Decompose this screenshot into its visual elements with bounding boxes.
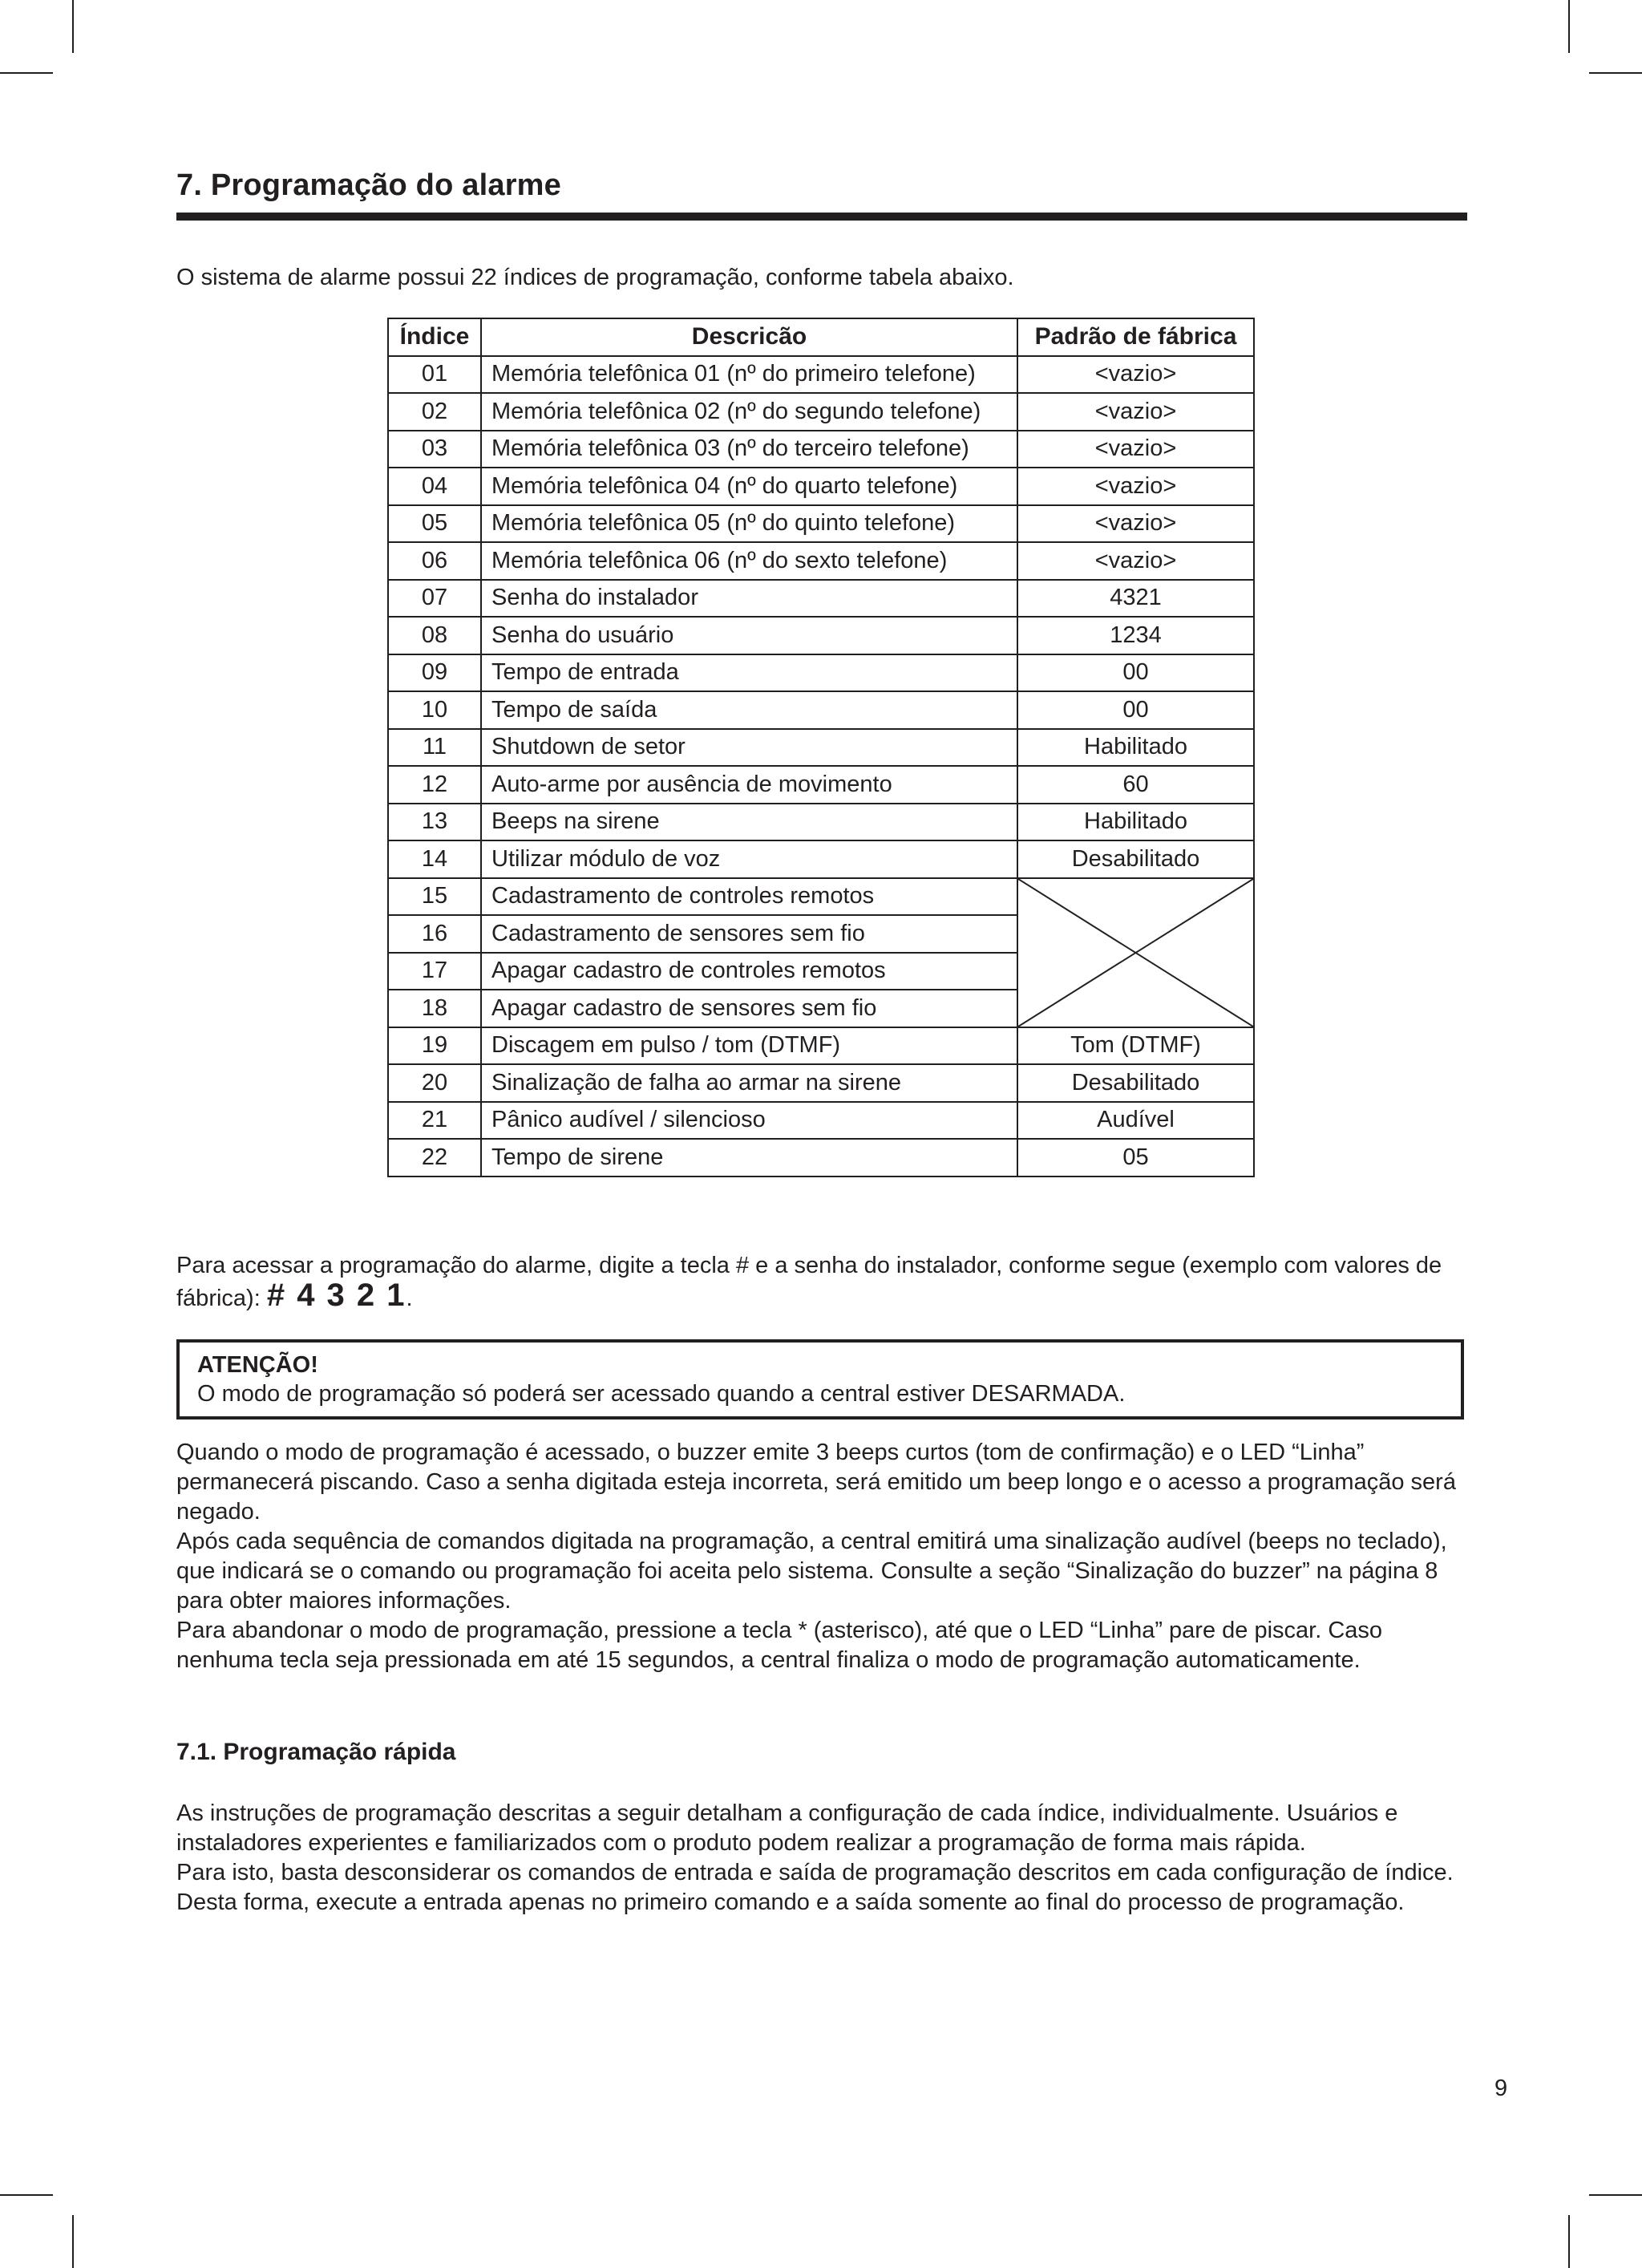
cell-index: 13: [388, 804, 481, 841]
cell-default: Desabilitado: [1017, 840, 1254, 878]
cell-default: Tom (DTMF): [1017, 1027, 1254, 1065]
cell-description: Memória telefônica 02 (nº do segundo telefone): [481, 393, 1017, 431]
cell-index: 18: [388, 990, 481, 1027]
table-row: [388, 878, 1254, 916]
paragraph: As instruções de programação descritas a seguir detalham a configuração de cada índice, individualmente. Usuários e instaladores experientes e familiarizados com o produto podem realizar a programação de forma mais rápida.: [176, 1800, 1398, 1856]
table-row: [388, 542, 1254, 580]
cell-default: Habilitado: [1017, 729, 1254, 767]
paragraph: Quando o modo de programação é acessado, o buzzer emite 3 beeps curtos (tom de confirmação) e o LED “Linha” permanecerá piscando. Caso a senha digitada esteja incorreta, será emitido um beep longo e o acesso a programação será negado.: [176, 1440, 1456, 1525]
crop-mark: [1568, 0, 1570, 53]
cell-default: <vazio>: [1017, 505, 1254, 543]
section-title: 7. Programação do alarme: [176, 168, 562, 202]
cell-index: 21: [388, 1102, 481, 1140]
cell-index: 08: [388, 617, 481, 654]
table-row: [388, 729, 1254, 767]
crop-mark: [1568, 2215, 1570, 2268]
header-description: Descricão: [481, 318, 1017, 356]
paragraph: Para abandonar o modo de programação, pressione a tecla * (asterisco), até que o LED “Linha” pare de piscar. Caso nenhuma tecla seja pressionada em até 15 segundos, a central finaliza o modo de programação automaticamente.: [176, 1618, 1383, 1673]
table-row: [388, 840, 1254, 878]
cell-description: Senha do instalador: [481, 580, 1017, 618]
table-row: [388, 617, 1254, 654]
intro-text: O sistema de alarme possui 22 índices de programação, conforme tabela abaixo.: [176, 265, 1014, 290]
table-row: [388, 468, 1254, 505]
table-row: [388, 1027, 1254, 1065]
table-row: [388, 505, 1254, 543]
table-row: [388, 691, 1254, 729]
table-row: [388, 431, 1254, 468]
key-sequence: # 4 3 2 1: [266, 1278, 406, 1313]
warning-title: ATENÇÃO!: [197, 1352, 318, 1378]
cell-description: Memória telefônica 06 (nº do sexto telefone): [481, 542, 1017, 580]
access-text-end: .: [406, 1286, 413, 1311]
cell-index: 19: [388, 1027, 481, 1065]
table-row: [388, 804, 1254, 841]
table-row: [388, 766, 1254, 804]
cell-default: <vazio>: [1017, 393, 1254, 431]
cell-index: 05: [388, 505, 481, 543]
cell-default: Desabilitado: [1017, 1064, 1254, 1102]
cell-description: Tempo de entrada: [481, 654, 1017, 692]
cell-index: 17: [388, 953, 481, 990]
cell-index: 11: [388, 729, 481, 767]
crop-mark: [0, 72, 53, 74]
cell-default: <vazio>: [1017, 356, 1254, 394]
paragraph: Para isto, basta desconsiderar os comandos de entrada e saída de programação descritos em cada configuração de índice. Desta forma, execute a entrada apenas no primeiro comando e a saída somente ao final do processo de programação.: [176, 1860, 1454, 1915]
table-row: [388, 1102, 1254, 1140]
cell-description: Memória telefônica 05 (nº do quinto telefone): [481, 505, 1017, 543]
cell-default: 00: [1017, 654, 1254, 692]
cell-description: Pânico audível / silencioso: [481, 1102, 1017, 1140]
table-row: [388, 393, 1254, 431]
crop-mark: [1589, 2194, 1642, 2196]
subsection-title: 7.1. Programação rápida: [176, 1739, 456, 1765]
cell-description: Beeps na sirene: [481, 804, 1017, 841]
cell-default: 00: [1017, 691, 1254, 729]
paragraph: Após cada sequência de comandos digitada na programação, a central emitirá uma sinalização audível (beeps no teclado), que indicará se o comando ou programação foi aceita pelo sistema. Consulte a seção “Sinalização do buzzer” na página 8 para obter maiores informações.: [176, 1529, 1447, 1614]
table-row: [388, 654, 1254, 692]
access-text: Para acessar a programação do alarme, digite a tecla # e a senha do instalador, conforme segue (exemplo com valores de fábrica):: [176, 1253, 1442, 1311]
cell-default: <vazio>: [1017, 431, 1254, 468]
cell-description: Cadastramento de sensores sem fio: [481, 915, 1017, 953]
cell-description: Shutdown de setor: [481, 729, 1017, 767]
cross-out-icon: [1018, 879, 1253, 1027]
cell-default: 1234: [1017, 617, 1254, 654]
cell-index: 07: [388, 580, 481, 618]
cell-default: Habilitado: [1017, 804, 1254, 841]
cell-description: Senha do usuário: [481, 617, 1017, 654]
crop-mark: [0, 2194, 53, 2196]
warning-body: O modo de programação só poderá ser acessado quando a central estiver DESARMADA.: [197, 1381, 1126, 1407]
cell-description: Auto-arme por ausência de movimento: [481, 766, 1017, 804]
cell-default: Audível: [1017, 1102, 1254, 1140]
cell-description: Tempo de saída: [481, 691, 1017, 729]
cell-description: Sinalização de falha ao armar na sirene: [481, 1064, 1017, 1102]
page-number: 9: [1494, 2076, 1508, 2101]
warning-box: [176, 1339, 1464, 1420]
cell-description: Apagar cadastro de sensores sem fio: [481, 990, 1017, 1027]
cell-description: Memória telefônica 01 (nº do primeiro telefone): [481, 356, 1017, 394]
header-index: Índice: [388, 318, 481, 356]
table-body: [388, 356, 1254, 1177]
title-rule: [176, 213, 1467, 221]
cell-default: <vazio>: [1017, 542, 1254, 580]
table-row: [388, 1139, 1254, 1177]
cell-index: 03: [388, 431, 481, 468]
cell-description: Discagem em pulso / tom (DTMF): [481, 1027, 1017, 1065]
cell-index: 10: [388, 691, 481, 729]
cell-description: Memória telefônica 03 (nº do terceiro telefone): [481, 431, 1017, 468]
subsection-paragraphs: [176, 1799, 1467, 1918]
cell-description: Utilizar módulo de voz: [481, 840, 1017, 878]
cell-default: <vazio>: [1017, 468, 1254, 505]
crop-mark: [72, 2215, 74, 2268]
cell-index: 14: [388, 840, 481, 878]
cell-default: 4321: [1017, 580, 1254, 618]
cell-description: Cadastramento de controles remotos: [481, 878, 1017, 916]
table-row: [388, 1064, 1254, 1102]
programming-index-table: [387, 318, 1255, 1177]
crop-mark: [1589, 72, 1642, 74]
cell-index: 06: [388, 542, 481, 580]
crop-mark: [72, 0, 74, 53]
table-row: [388, 580, 1254, 618]
body-paragraphs: [176, 1438, 1467, 1675]
cell-description: Tempo de sirene: [481, 1139, 1017, 1177]
cell-index: 12: [388, 766, 481, 804]
cell-index: 02: [388, 393, 481, 431]
cell-index: 04: [388, 468, 481, 505]
cell-description: Memória telefônica 04 (nº do quarto telefone): [481, 468, 1017, 505]
header-default: Padrão de fábrica: [1017, 318, 1254, 356]
cell-index: 20: [388, 1064, 481, 1102]
cell-default: 05: [1017, 1139, 1254, 1177]
table-row: [388, 356, 1254, 394]
cell-index: 15: [388, 878, 481, 916]
cell-index: 16: [388, 915, 481, 953]
access-instructions: [176, 1251, 1467, 1314]
cell-default: 60: [1017, 766, 1254, 804]
cell-index: 22: [388, 1139, 481, 1177]
cell-description: Apagar cadastro de controles remotos: [481, 953, 1017, 990]
cell-index: 09: [388, 654, 481, 692]
table-header-row: [388, 318, 1254, 356]
cell-not-applicable: [1017, 878, 1254, 1027]
cell-index: 01: [388, 356, 481, 394]
